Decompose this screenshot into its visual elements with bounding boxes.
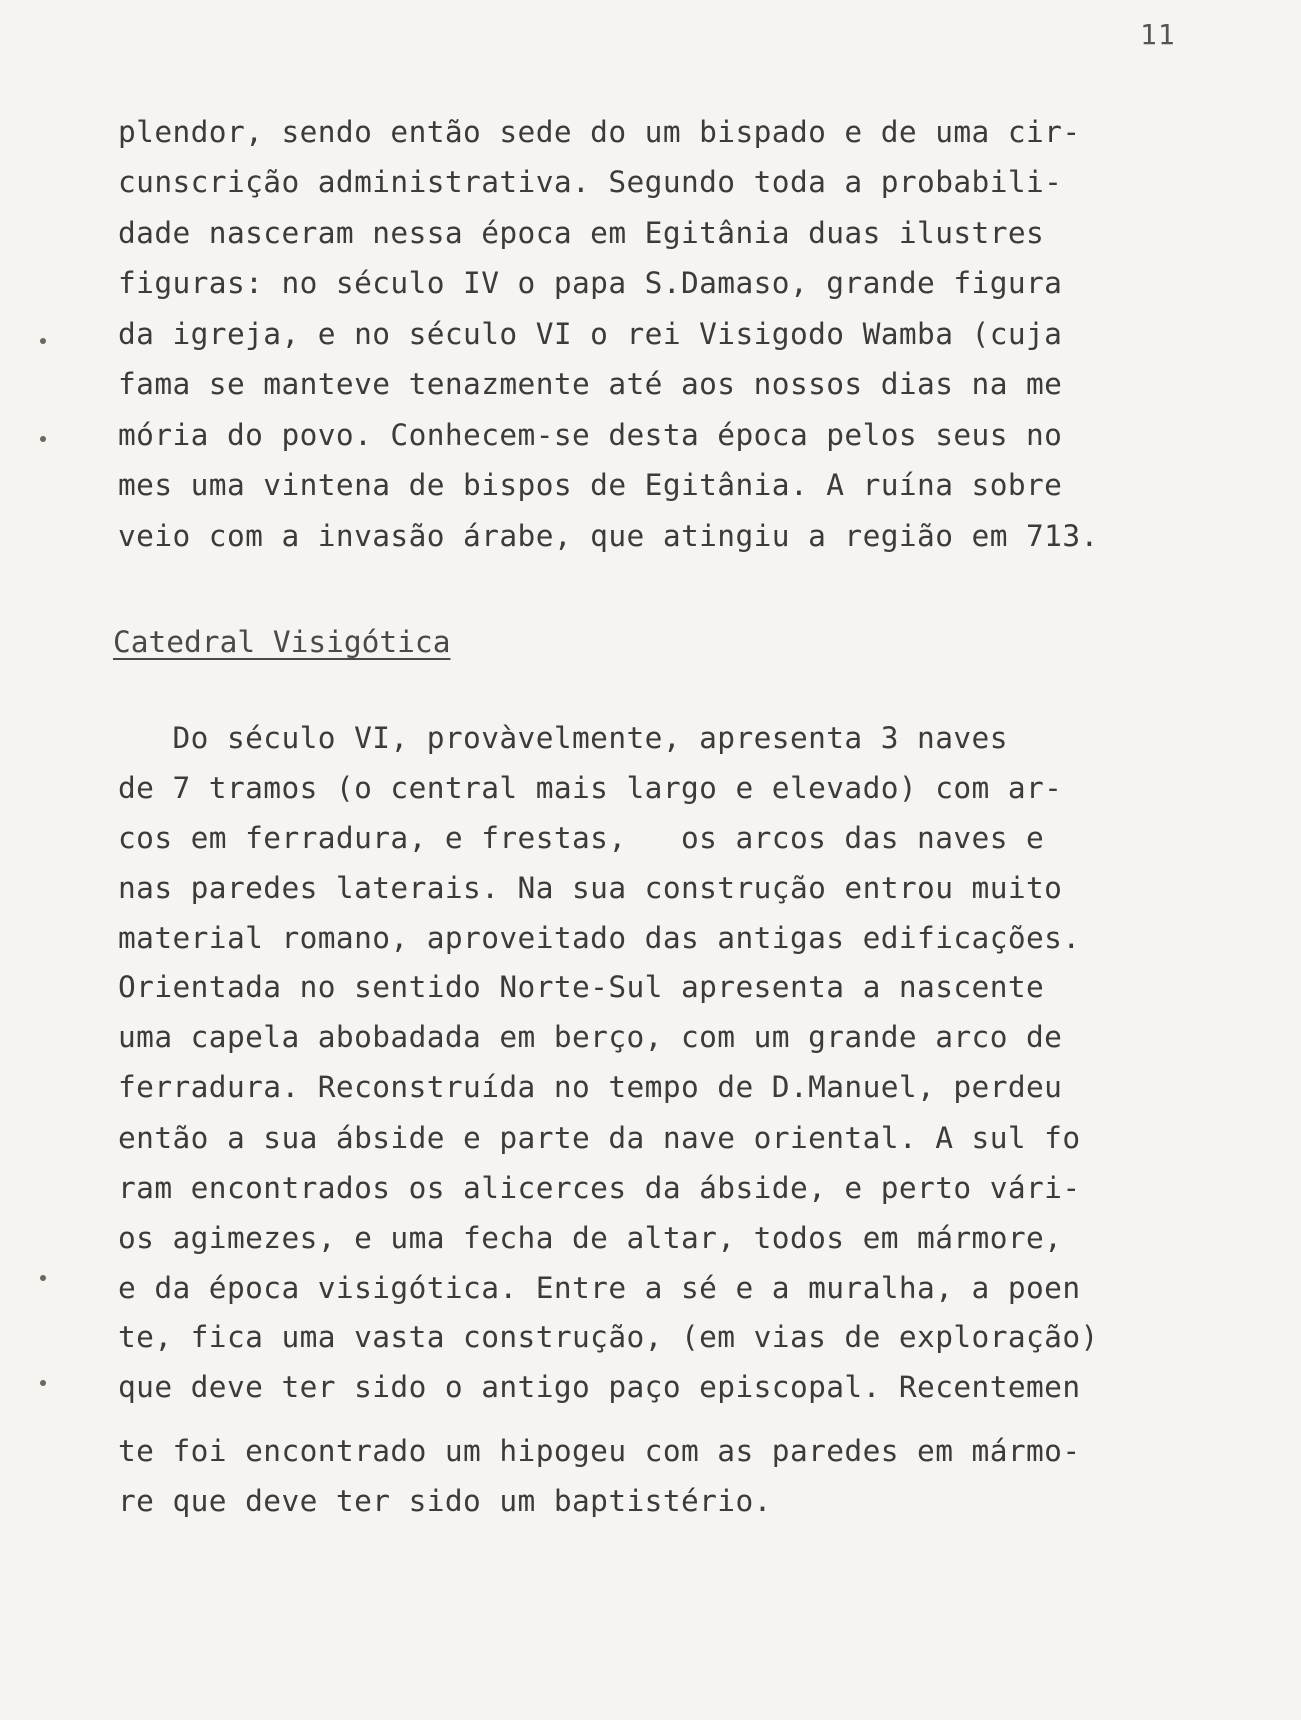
text-line: os agimezes, e uma fecha de altar, todos em mármore,: [118, 1221, 1063, 1255]
text-line: veio com a invasão árabe, que atingiu a região em 713.: [118, 519, 1099, 553]
margin-speck: [40, 338, 46, 344]
text-line: fama se manteve tenazmente até aos nossos dias na me: [118, 367, 1063, 401]
text-line: mes uma vintena de bispos de Egitânia. A ruína sobre: [118, 468, 1063, 502]
text-line: nas paredes laterais. Na sua construção entrou muito: [118, 871, 1063, 905]
margin-speck: [40, 1380, 46, 1386]
margin-speck: [40, 436, 46, 442]
text-line: então a sua ábside e parte da nave oriental. A sul fo: [118, 1121, 1081, 1155]
text-line: uma capela abobadada em berço, com um grande arco de: [118, 1020, 1063, 1054]
text-line: Do século VI, provàvelmente, apresenta 3 naves: [118, 721, 1008, 755]
text-line: figuras: no século IV o papa S.Damaso, grande figura: [118, 266, 1063, 300]
text-line: re que deve ter sido um baptistério.: [118, 1484, 772, 1518]
text-line: de 7 tramos (o central mais largo e elevado) com ar-: [118, 771, 1063, 805]
text-line: da igreja, e no século VI o rei Visigodo Wamba (cuja: [118, 317, 1063, 351]
text-line: material romano, aproveitado das antigas edificações.: [118, 921, 1081, 955]
text-line: dade nasceram nessa época em Egitânia duas ilustres: [118, 216, 1045, 250]
text-line: cunscrição administrativa. Segundo toda a probabili-: [118, 165, 1063, 199]
text-line: ram encontrados os alicerces da ábside, e perto vári-: [118, 1171, 1081, 1205]
text-line: cos em ferradura, e frestas, os arcos das naves e: [118, 821, 1045, 855]
page-number: 11: [1140, 18, 1176, 51]
text-line: te, fica uma vasta construção, (em vias de exploração): [118, 1320, 1099, 1354]
text-line: que deve ter sido o antigo paço episcopal. Recentemen: [118, 1370, 1081, 1404]
section-heading: Catedral Visigótica: [113, 625, 451, 659]
text-line: plendor, sendo então sede do um bispado e de uma cir-: [118, 115, 1081, 149]
text-line: te foi encontrado um hipogeu com as paredes em mármo-: [118, 1434, 1081, 1468]
text-line: ferradura. Reconstruída no tempo de D.Manuel, perdeu: [118, 1070, 1063, 1104]
text-line: mória do povo. Conhecem-se desta época pelos seus no: [118, 418, 1063, 452]
margin-speck: [40, 1275, 46, 1281]
text-line: e da época visigótica. Entre a sé e a muralha, a poen: [118, 1271, 1081, 1305]
text-line: Orientada no sentido Norte-Sul apresenta a nascente: [118, 970, 1045, 1004]
